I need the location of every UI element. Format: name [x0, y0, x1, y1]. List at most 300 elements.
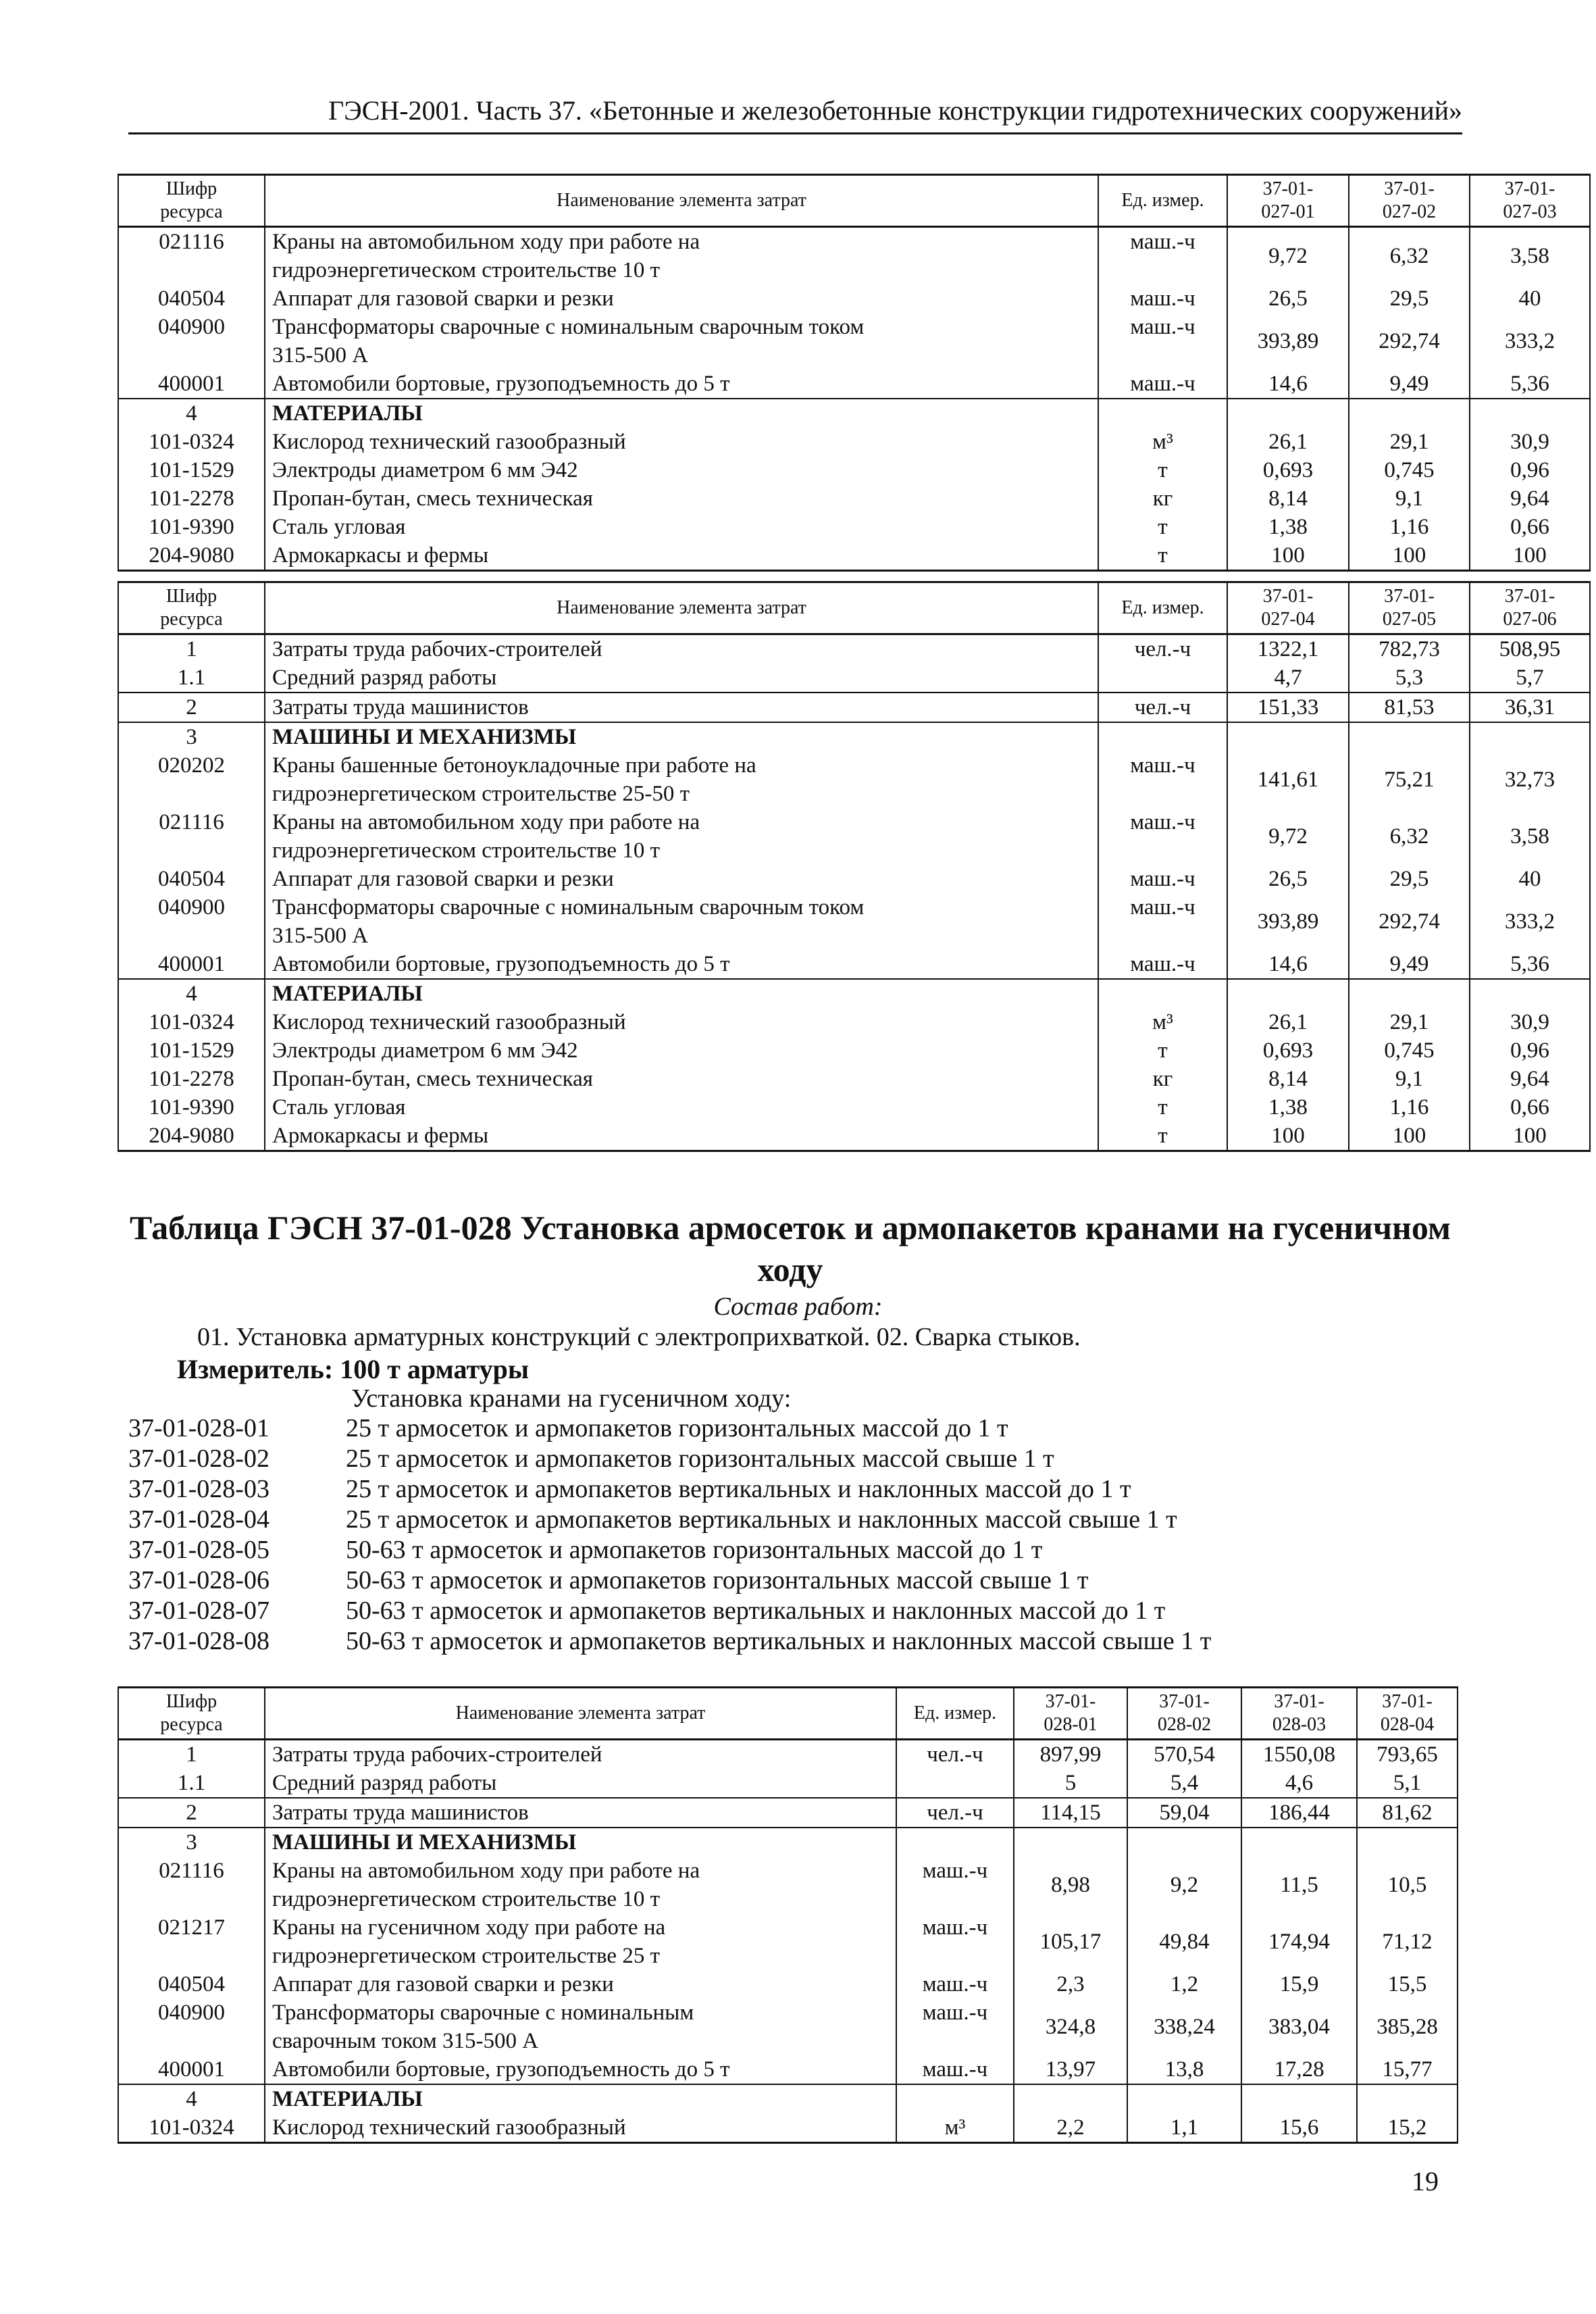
value-cell: 36,31 [1470, 693, 1590, 722]
cell-line: Краны на автомобильном ходу при работе на [272, 230, 700, 254]
unit-cell: маш.-ч [896, 1913, 1014, 1970]
position-item [128, 1444, 1211, 1474]
work-composition-heading: Состав работ: [713, 1292, 883, 1321]
value-cell: 1550,08 [1241, 1740, 1357, 1769]
element-name [265, 693, 1098, 722]
cell-line: 37-01- [1384, 586, 1435, 607]
value-cell: 59,04 [1127, 1798, 1241, 1828]
table-row [118, 893, 1590, 950]
value-cell: 2,2 [1014, 2113, 1127, 2143]
value-cell: 14,6 [1227, 950, 1349, 979]
unit-cell: т [1098, 1122, 1227, 1151]
resource-code: 101-0324 [118, 2113, 265, 2143]
resource-code: 400001 [118, 370, 265, 399]
element-name [265, 893, 1098, 950]
cell-line: 027-06 [1503, 609, 1557, 630]
value-cell: 186,44 [1241, 1798, 1357, 1828]
value-cell [1127, 1828, 1241, 1857]
element-name [265, 513, 1098, 541]
cell-line: Кислород технический газообразный [272, 430, 626, 454]
position-item [128, 1413, 1211, 1444]
position-item [128, 1596, 1211, 1626]
cell-line: Автомобили бортовые, грузоподъемность до 5 т [272, 952, 730, 976]
element-name [265, 751, 1098, 808]
table-row [118, 1970, 1458, 1998]
element-name [265, 370, 1098, 399]
header-norm-code [1357, 1688, 1458, 1740]
value-cell: 49,84 [1127, 1913, 1241, 1970]
table-row [118, 663, 1590, 693]
element-name [265, 484, 1098, 513]
value-cell: 29,1 [1349, 428, 1470, 456]
cell-line: Трансформаторы сварочные с номинальным [272, 2001, 694, 2025]
unit-cell: маш.-ч [1098, 751, 1227, 808]
header-element-name: Наименование элемента затрат [265, 175, 1098, 227]
cell-line: ресурса [160, 1714, 223, 1735]
position-text: 50-63 т армосеток и армопакетов горизонтальных массой свыше 1 т [346, 1566, 1089, 1594]
value-cell: 393,89 [1227, 313, 1349, 370]
value-cell: 793,65 [1357, 1740, 1458, 1769]
cell-line: гидроэнергетическом строительстве 25 т [272, 1944, 661, 1968]
unit-cell: маш.-ч [1098, 893, 1227, 950]
cell-line: Краны на гусеничном ходу при работе на [272, 1915, 666, 1940]
value-cell: 292,74 [1349, 313, 1470, 370]
element-name [265, 428, 1098, 456]
cell-line: 027-03 [1503, 201, 1557, 222]
cell-line: ресурса [160, 201, 223, 222]
cell-line: Аппарат для газовой сварки и резки [272, 286, 614, 311]
value-cell: 15,2 [1357, 2113, 1458, 2143]
cell-line: МАШИНЫ И МЕХАНИЗМЫ [272, 725, 577, 749]
cell-line: 37-01- [1504, 586, 1555, 607]
value-cell: 29,5 [1349, 865, 1470, 893]
value-cell: 100 [1227, 1122, 1349, 1151]
value-cell: 100 [1470, 1122, 1590, 1151]
cell-line: Аппарат для газовой сварки и резки [272, 1972, 614, 1996]
value-cell: 100 [1349, 1122, 1470, 1151]
unit-cell: маш.-ч [896, 1998, 1014, 2055]
table-row [118, 979, 1590, 1008]
position-text: 50-63 т армосеток и армопакетов горизонтальных массой до 1 т [346, 1536, 1043, 1564]
position-code: 37-01-028-03 [128, 1475, 269, 1503]
value-cell: 100 [1470, 541, 1590, 571]
table-row [118, 950, 1590, 979]
position-item [128, 1505, 1211, 1535]
position-code: 37-01-028-08 [128, 1627, 269, 1655]
cell-line: 37-01- [1274, 1691, 1324, 1712]
table-row [118, 751, 1590, 808]
value-cell: 4,7 [1227, 663, 1349, 693]
table-row [118, 1769, 1458, 1798]
resource-code: 1 [118, 634, 265, 664]
value-cell: 393,89 [1227, 893, 1349, 950]
value-cell: 9,64 [1470, 1065, 1590, 1093]
cell-line: 315-500 А [272, 343, 369, 368]
resource-code: 101-0324 [118, 1008, 265, 1036]
element-name [265, 1036, 1098, 1065]
cell-line: Трансформаторы сварочные с номинальным сварочным током [272, 895, 865, 920]
value-cell: 40 [1470, 284, 1590, 313]
resource-code: 021116 [118, 808, 265, 865]
unit-cell: чел.-ч [1098, 634, 1227, 664]
unit-cell [1098, 663, 1227, 693]
unit-cell: маш.-ч [1098, 313, 1227, 370]
resource-code: 1.1 [118, 1769, 265, 1798]
value-cell: 15,9 [1241, 1970, 1357, 1998]
value-cell: 141,61 [1227, 751, 1349, 808]
value-cell [1014, 1828, 1127, 1857]
unit-cell: маш.-ч [1098, 950, 1227, 979]
value-cell [1349, 979, 1470, 1008]
header-norm-code [1349, 175, 1470, 227]
unit-cell [1098, 399, 1227, 428]
value-cell: 81,62 [1357, 1798, 1458, 1828]
header-element-name: Наименование элемента затрат [265, 1688, 896, 1740]
cell-line: Краны на автомобильном ходу при работе на [272, 1859, 700, 1883]
position-text: 25 т армосеток и армопакетов вертикальных и наклонных массой свыше 1 т [346, 1505, 1177, 1534]
resource-code: 101-1529 [118, 456, 265, 484]
value-cell [1227, 399, 1349, 428]
table-row [118, 1998, 1458, 2055]
value-cell: 0,745 [1349, 1036, 1470, 1065]
resource-table-027-04-06 [118, 581, 1591, 1152]
value-cell [1127, 2084, 1241, 2113]
meter-unit: Измеритель: 100 т арматуры [177, 1354, 530, 1384]
element-name [265, 2084, 896, 2113]
cell-line: 37-01- [1262, 178, 1314, 199]
position-item [128, 1565, 1211, 1596]
table-row [118, 1913, 1458, 1970]
value-cell: 9,72 [1227, 808, 1349, 865]
resource-code: 204-9080 [118, 541, 265, 571]
unit-cell [896, 1828, 1014, 1857]
position-code: 37-01-028-02 [128, 1444, 269, 1473]
table-row [118, 284, 1590, 313]
value-cell: 11,5 [1241, 1857, 1357, 1913]
cell-line: 37-01- [1262, 586, 1314, 607]
resource-code: 040504 [118, 284, 265, 313]
value-cell: 81,53 [1349, 693, 1470, 722]
unit-cell: маш.-ч [896, 1857, 1014, 1913]
resource-table-028-01-04 [118, 1686, 1458, 2144]
element-name [265, 227, 1098, 285]
value-cell: 40 [1470, 865, 1590, 893]
value-cell: 4,6 [1241, 1769, 1357, 1798]
cell-line: Шифр [165, 586, 217, 607]
resource-code: 040900 [118, 893, 265, 950]
table-row [118, 1740, 1458, 1769]
value-cell: 26,1 [1227, 1008, 1349, 1036]
element-name [265, 456, 1098, 484]
header-norm-code [1127, 1688, 1241, 1740]
unit-cell: маш.-ч [1098, 865, 1227, 893]
value-cell: 1,38 [1227, 1093, 1349, 1122]
header-resource-code [118, 1688, 265, 1740]
value-cell: 29,1 [1349, 1008, 1470, 1036]
value-cell: 114,15 [1014, 1798, 1127, 1828]
value-cell: 1322,1 [1227, 634, 1349, 664]
table-row [118, 513, 1590, 541]
value-cell [1349, 722, 1470, 751]
value-cell: 3,58 [1470, 227, 1590, 285]
cell-line: Аппарат для газовой сварки и резки [272, 867, 614, 891]
unit-cell: маш.-ч [1098, 227, 1227, 285]
element-name [265, 865, 1098, 893]
cell-line: Автомобили бортовые, грузоподъемность до 5 т [272, 372, 730, 396]
cell-line: 315-500 А [272, 924, 369, 948]
cell-line: 028-02 [1157, 1714, 1212, 1735]
cell-line: Пропан-бутан, смесь техническая [272, 486, 593, 511]
cell-line: 028-04 [1380, 1714, 1435, 1735]
value-cell: 1,2 [1127, 1970, 1241, 1998]
value-cell: 5,7 [1470, 663, 1590, 693]
cell-line: гидроэнергетическом строительстве 10 т [272, 838, 661, 863]
value-cell: 9,1 [1349, 1065, 1470, 1093]
unit-cell: т [1098, 1093, 1227, 1122]
value-cell: 26,5 [1227, 284, 1349, 313]
resource-code: 2 [118, 693, 265, 722]
unit-cell [1098, 979, 1227, 1008]
cell-line: 37-01- [1382, 1691, 1433, 1712]
cell-line: гидроэнергетическом строительстве 10 т [272, 258, 661, 282]
value-cell: 0,693 [1227, 456, 1349, 484]
table-row [118, 456, 1590, 484]
value-cell: 17,28 [1241, 2055, 1357, 2084]
table-row [118, 693, 1590, 722]
value-cell: 385,28 [1357, 1998, 1458, 2055]
header-norm-code [1014, 1688, 1127, 1740]
resource-code: 4 [118, 2084, 265, 2113]
table-row [118, 1036, 1590, 1065]
element-name [265, 1065, 1098, 1093]
cell-line: 028-01 [1044, 1714, 1098, 1735]
unit-cell: маш.-ч [1098, 370, 1227, 399]
resource-code: 101-2278 [118, 484, 265, 513]
cell-line: Сталь угловая [272, 515, 406, 539]
value-cell: 8,14 [1227, 1065, 1349, 1093]
resource-code: 4 [118, 979, 265, 1008]
table-row [118, 2055, 1458, 2084]
value-cell: 292,74 [1349, 893, 1470, 950]
value-cell: 324,8 [1014, 1998, 1127, 2055]
value-cell: 570,54 [1127, 1740, 1241, 1769]
cell-line: Армокаркасы и фермы [272, 543, 489, 568]
cell-line: Краны башенные бетоноукладочные при работе на [272, 753, 756, 778]
cell-line: Средний разряд работы [272, 665, 497, 690]
cell-line: Автомобили бортовые, грузоподъемность до 5 т [272, 2057, 730, 2082]
element-name [265, 979, 1098, 1008]
value-cell: 5,36 [1470, 370, 1590, 399]
cell-line: гидроэнергетическом строительстве 10 т [272, 1887, 661, 1911]
table-row [118, 227, 1590, 285]
cell-line: Шифр [165, 178, 217, 199]
value-cell: 5,1 [1357, 1769, 1458, 1798]
table-row [118, 1122, 1590, 1151]
cell-line: Кислород технический газообразный [272, 2115, 626, 2140]
cell-line: МАТЕРИАЛЫ [272, 982, 423, 1006]
value-cell: 8,98 [1014, 1857, 1127, 1913]
page-number: 19 [1412, 2166, 1439, 2196]
value-cell: 15,6 [1241, 2113, 1357, 2143]
page-header: ГЭСН-2001. Часть 37. «Бетонные и железобетонные конструкции гидротехнических сооружений» [128, 89, 1462, 134]
resource-code: 1 [118, 1740, 265, 1769]
value-cell: 0,96 [1470, 456, 1590, 484]
value-cell [1470, 722, 1590, 751]
unit-cell: маш.-ч [896, 1970, 1014, 1998]
resource-code: 400001 [118, 2055, 265, 2084]
value-cell: 897,99 [1014, 1740, 1127, 1769]
unit-cell: м³ [1098, 1008, 1227, 1036]
table-row [118, 808, 1590, 865]
position-text: 50-63 т армосеток и армопакетов вертикальных и наклонных массой свыше 1 т [346, 1627, 1212, 1655]
cell-line: Затраты труда машинистов [272, 695, 529, 720]
cell-line: 37-01- [1159, 1691, 1210, 1712]
element-name [265, 284, 1098, 313]
resource-code: 101-0324 [118, 428, 265, 456]
value-cell: 15,5 [1357, 1970, 1458, 1998]
value-cell: 9,64 [1470, 484, 1590, 513]
position-text: 25 т армосеток и армопакетов горизонтальных массой свыше 1 т [346, 1444, 1054, 1473]
value-cell [1227, 722, 1349, 751]
element-name [265, 541, 1098, 571]
resource-code: 4 [118, 399, 265, 428]
element-name [265, 2055, 896, 2084]
value-cell: 105,17 [1014, 1913, 1127, 1970]
resource-table-027-01-03 [118, 174, 1591, 572]
resource-code: 040900 [118, 1998, 265, 2055]
position-list [128, 1413, 1211, 1657]
table-row [118, 1798, 1458, 1828]
element-name [265, 1122, 1098, 1151]
cell-line: Затраты труда рабочих-строителей [272, 637, 602, 661]
value-cell: 9,1 [1349, 484, 1470, 513]
element-name [265, 1769, 896, 1798]
cell-line: Затраты труда машинистов [272, 1801, 529, 1825]
cell-line: 028-03 [1272, 1714, 1327, 1735]
cell-line: МАШИНЫ И МЕХАНИЗМЫ [272, 1830, 577, 1855]
value-cell: 3,58 [1470, 808, 1590, 865]
unit-cell: т [1098, 456, 1227, 484]
unit-cell [896, 2084, 1014, 2113]
cell-line: Шифр [165, 1691, 217, 1712]
table-row [118, 2113, 1458, 2143]
table-row [118, 722, 1590, 751]
value-cell: 0,96 [1470, 1036, 1590, 1065]
cell-line: Армокаркасы и фермы [272, 1124, 489, 1148]
value-cell: 10,5 [1357, 1857, 1458, 1913]
position-code: 37-01-028-05 [128, 1536, 269, 1564]
element-name [265, 808, 1098, 865]
value-cell: 100 [1227, 541, 1349, 571]
unit-cell: чел.-ч [896, 1740, 1014, 1769]
value-cell: 14,6 [1227, 370, 1349, 399]
resource-code: 040900 [118, 313, 265, 370]
unit-cell: маш.-ч [896, 2055, 1014, 2084]
install-subheading: Установка кранами на гусеничном ходу: [351, 1384, 792, 1413]
value-cell [1014, 2084, 1127, 2113]
resource-code: 204-9080 [118, 1122, 265, 1151]
element-name [265, 399, 1098, 428]
unit-cell: кг [1098, 1065, 1227, 1093]
element-name [265, 1857, 896, 1913]
value-cell: 9,49 [1349, 950, 1470, 979]
resource-code: 021116 [118, 1857, 265, 1913]
table-row [118, 1828, 1458, 1857]
unit-cell [896, 1769, 1014, 1798]
table-header-row [118, 175, 1590, 227]
position-item [128, 1474, 1211, 1505]
header-norm-code [1241, 1688, 1357, 1740]
value-cell: 5,36 [1470, 950, 1590, 979]
cell-line: 37-01- [1045, 1691, 1096, 1712]
value-cell: 26,5 [1227, 865, 1349, 893]
cell-line: МАТЕРИАЛЫ [272, 2087, 423, 2111]
value-cell: 1,16 [1349, 513, 1470, 541]
value-cell: 6,32 [1349, 227, 1470, 285]
cell-line: 027-02 [1382, 201, 1437, 222]
table-header-row [118, 1688, 1458, 1740]
section-title-line-2: ходу [757, 1251, 823, 1288]
value-cell: 0,66 [1470, 513, 1590, 541]
cell-line: Сталь угловая [272, 1095, 406, 1120]
value-cell: 5,4 [1127, 1769, 1241, 1798]
section-title-line-1: Таблица ГЭСН 37-01-028 Установка армосеток и армопакетов кранами на гусеничном [130, 1209, 1451, 1247]
cell-line: Электроды диаметром 6 мм Э42 [272, 1038, 578, 1063]
element-name [265, 313, 1098, 370]
resource-code: 021116 [118, 227, 265, 285]
header-norm-code [1227, 175, 1349, 227]
header-norm-code [1349, 582, 1470, 634]
table-row [118, 634, 1590, 664]
value-cell: 71,12 [1357, 1913, 1458, 1970]
position-code: 37-01-028-01 [128, 1414, 269, 1442]
cell-line: 37-01- [1504, 178, 1555, 199]
header-element-name: Наименование элемента затрат [265, 582, 1098, 634]
resource-code: 400001 [118, 950, 265, 979]
value-cell: 151,33 [1227, 693, 1349, 722]
table-row [118, 1065, 1590, 1093]
value-cell: 6,32 [1349, 808, 1470, 865]
element-name [265, 1828, 896, 1857]
value-cell: 5 [1014, 1769, 1127, 1798]
value-cell: 0,66 [1470, 1093, 1590, 1122]
cell-line: 027-05 [1382, 609, 1437, 630]
position-text: 25 т армосеток и армопакетов вертикальных и наклонных массой до 1 т [346, 1475, 1131, 1503]
value-cell: 75,21 [1349, 751, 1470, 808]
value-cell: 9,2 [1127, 1857, 1241, 1913]
value-cell: 174,94 [1241, 1913, 1357, 1970]
table-row [118, 541, 1590, 571]
value-cell: 9,49 [1349, 370, 1470, 399]
cell-line: гидроэнергетическом строительстве 25-50 т [272, 782, 690, 806]
element-name [265, 1970, 896, 1998]
unit-cell: кг [1098, 484, 1227, 513]
element-name [265, 663, 1098, 693]
value-cell [1241, 2084, 1357, 2113]
table-row [118, 399, 1590, 428]
header-unit: Ед. измер. [1098, 175, 1227, 227]
resource-code: 040504 [118, 865, 265, 893]
value-cell: 13,8 [1127, 2055, 1241, 2084]
table-header-row [118, 582, 1590, 634]
header-unit: Ед. измер. [896, 1688, 1014, 1740]
element-name [265, 1093, 1098, 1122]
header-norm-code [1470, 175, 1590, 227]
value-cell: 0,693 [1227, 1036, 1349, 1065]
element-name [265, 2113, 896, 2143]
resource-code: 101-9390 [118, 513, 265, 541]
resource-code: 020202 [118, 751, 265, 808]
